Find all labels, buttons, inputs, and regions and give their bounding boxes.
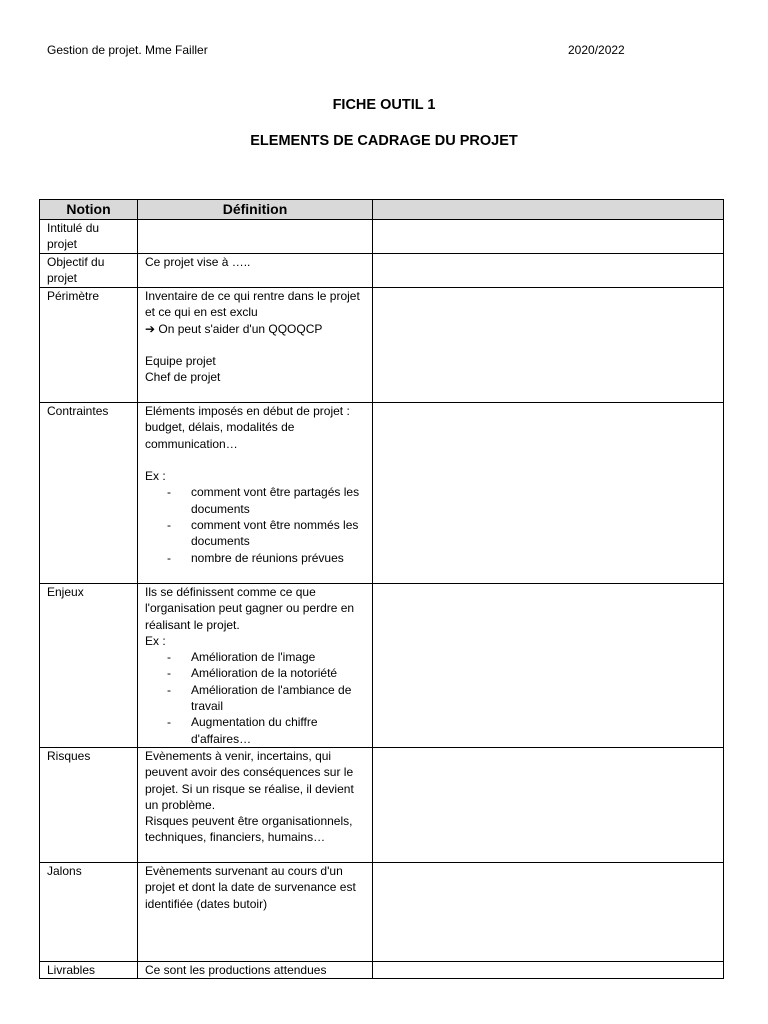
table-row-jalons <box>40 863 724 962</box>
cadrage-table <box>39 199 724 979</box>
notion-cell: Intitulé du projet <box>40 220 138 254</box>
document-subtitle: ELEMENTS DE CADRAGE DU PROJET <box>250 133 518 149</box>
definition-text: Inventaire de ce qui rentre dans le projet et ce qui en est exclu <box>145 289 360 320</box>
definition-text: Evènements à venir, incertains, qui peuvent avoir des conséquences sur le projet. Si un risque se réalise, il devient un problème. <box>145 749 354 812</box>
notion-cell: Contraintes <box>40 403 138 584</box>
example-list <box>145 649 365 747</box>
definition-cell: Ce projet vise à ….. <box>138 254 373 288</box>
table-row-risques <box>40 748 724 863</box>
definition-cell <box>138 288 373 403</box>
list-item: - Amélioration de la notoriété <box>145 665 365 681</box>
definition-text: Ils se définissent comme ce que l'organisation peut gagner ou perdre en réalisant le projet. <box>145 585 355 632</box>
definition-text: Eléments imposés en début de projet : budget, délais, modalités de communication… <box>145 404 350 451</box>
header-definition: Définition <box>138 200 373 220</box>
header-notion: Notion <box>40 200 138 220</box>
example-list <box>145 484 365 565</box>
definition-cell <box>138 584 373 748</box>
definition-text: Equipe projet <box>145 354 216 369</box>
answer-cell <box>373 962 724 979</box>
definition-cell <box>138 403 373 584</box>
example-label: Ex : <box>145 469 166 484</box>
definition-cell <box>138 748 373 863</box>
notion-cell: Risques <box>40 748 138 863</box>
answer-cell <box>373 403 724 584</box>
document-header-year: 2020/2022 <box>568 43 625 57</box>
answer-cell <box>373 254 724 288</box>
answer-cell <box>373 748 724 863</box>
table-row-enjeux <box>40 584 724 748</box>
list-item: - Amélioration de l'image <box>145 649 365 665</box>
list-item: - nombre de réunions prévues <box>145 550 365 566</box>
definition-cell: Evènements survenant au cours d'un projet et dont la date de survenance est identifiée (dates butoir) <box>138 863 373 962</box>
table-row-perimetre <box>40 288 724 403</box>
table-row-objectif <box>40 254 724 288</box>
notion-cell: Livrables <box>40 962 138 979</box>
arrow-right-icon: ➔ <box>145 321 156 336</box>
document-header-course: Gestion de projet. Mme Failler <box>47 43 208 57</box>
table-row-intitule <box>40 220 724 254</box>
list-item: - comment vont être partagés les documents <box>145 484 365 517</box>
table-header-row <box>40 200 724 220</box>
table-row-contraintes <box>40 403 724 584</box>
list-item: - Augmentation du chiffre d'affaires… <box>145 714 365 747</box>
definition-cell <box>138 220 373 254</box>
notion-cell: Périmètre <box>40 288 138 403</box>
list-item: - Amélioration de l'ambiance de travail <box>145 682 365 715</box>
document-title: FICHE OUTIL 1 <box>332 97 436 113</box>
notion-cell: Enjeux <box>40 584 138 748</box>
answer-cell <box>373 220 724 254</box>
definition-text: Risques peuvent être organisationnels, techniques, financiers, humains… <box>145 814 353 845</box>
list-item: - comment vont être nommés les documents <box>145 517 365 550</box>
answer-cell <box>373 288 724 403</box>
definition-text: Chef de projet <box>145 370 221 385</box>
answer-cell <box>373 584 724 748</box>
notion-cell: Objectif du projet <box>40 254 138 288</box>
example-label: Ex : <box>145 633 166 648</box>
definition-arrow-line <box>145 321 365 337</box>
header-blank <box>373 200 724 220</box>
table-row-livrables <box>40 962 724 979</box>
answer-cell <box>373 863 724 962</box>
definition-text: On peut s'aider d'un QQOQCP <box>158 321 323 336</box>
definition-cell: Ce sont les productions attendues <box>138 962 373 979</box>
notion-cell: Jalons <box>40 863 138 962</box>
